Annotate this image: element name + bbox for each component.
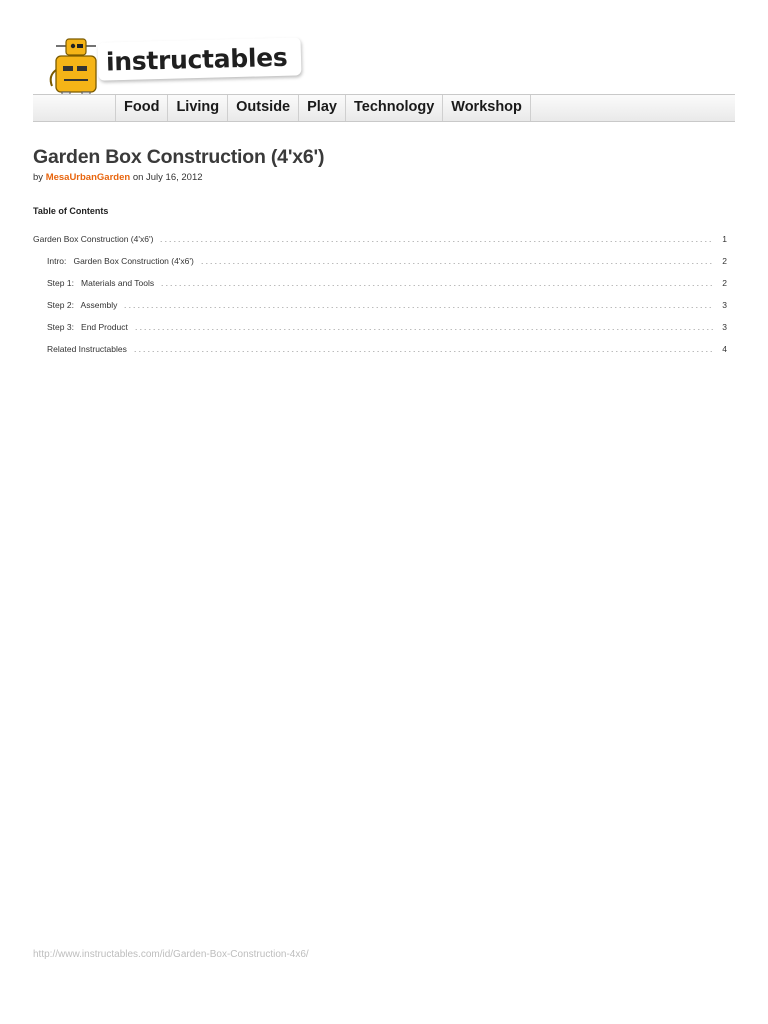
toc-heading: Table of Contents [33, 206, 109, 216]
toc-entry-page: 4 [722, 344, 727, 354]
toc-entry-label: Step 3: End Product [47, 322, 128, 332]
toc-entry-label: Garden Box Construction (4'x6') [33, 234, 154, 244]
toc-entry-label: Step 2: Assembly [47, 300, 118, 310]
toc-entry-page: 2 [722, 256, 727, 266]
wordmark-logo[interactable] [98, 37, 302, 80]
nav-item-play[interactable]: Play [299, 95, 346, 121]
toc-entry-page: 2 [722, 278, 727, 288]
toc-entry-label: Step 1: Materials and Tools [47, 278, 155, 288]
toc-entry-label: Related Instructables [47, 344, 127, 354]
toc-entry[interactable] [33, 250, 727, 272]
toc-leader-dots [133, 351, 713, 352]
category-navbar [33, 94, 735, 122]
nav-list [115, 95, 531, 121]
footer-url[interactable]: http://www.instructables.com/id/Garden-Box-Construction-4x6/ [33, 949, 309, 960]
nav-item-food[interactable]: Food [115, 95, 168, 121]
byline [33, 172, 203, 183]
toc-leader-dots [123, 307, 713, 308]
toc-entry-page: 3 [722, 300, 727, 310]
toc-leader-dots [159, 241, 713, 242]
nav-item-outside[interactable]: Outside [228, 95, 299, 121]
toc-entry[interactable] [33, 228, 727, 250]
nav-item-technology[interactable]: Technology [346, 95, 443, 121]
toc-entry[interactable] [33, 272, 727, 294]
author-link[interactable]: MesaUrbanGarden [45, 172, 131, 183]
toc-entry[interactable] [33, 338, 727, 360]
toc-entry-page: 1 [722, 234, 727, 244]
nav-item-workshop[interactable]: Workshop [443, 95, 531, 121]
toc-entry-page: 3 [722, 322, 727, 332]
toc-entry[interactable] [33, 316, 727, 338]
byline-prefix: by [33, 172, 44, 183]
page-title: Garden Box Construction (4'x6') [33, 146, 325, 168]
toc-leader-dots [134, 329, 713, 330]
publish-date: on July 16, 2012 [132, 172, 203, 183]
nav-item-living[interactable]: Living [168, 95, 228, 121]
site-header [0, 0, 768, 130]
toc-leader-dots [160, 285, 713, 286]
table-of-contents [33, 228, 727, 360]
toc-entry-label: Intro: Garden Box Construction (4'x6') [47, 256, 194, 266]
toc-leader-dots [200, 263, 713, 264]
toc-entry[interactable] [33, 294, 727, 316]
wordmark-text: instructables [105, 42, 288, 76]
